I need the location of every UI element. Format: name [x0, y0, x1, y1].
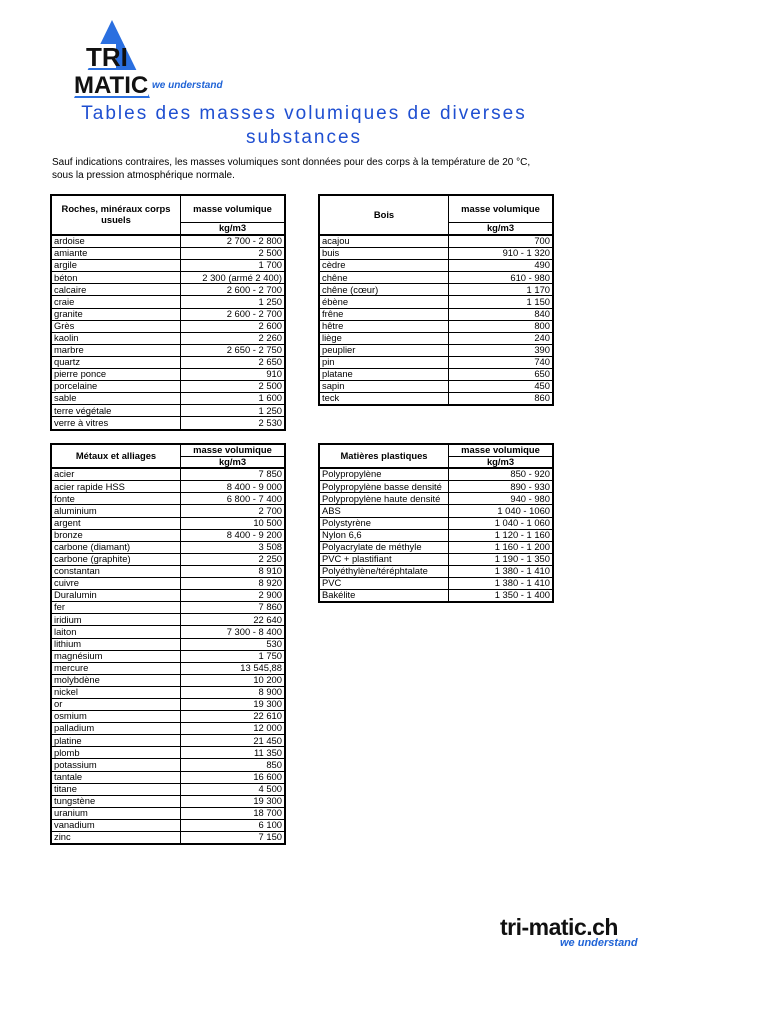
- density-value: 2 530: [181, 417, 286, 430]
- density-value: 8 400 - 9 000: [181, 481, 286, 493]
- table-row: [51, 369, 285, 381]
- substance-name: Polypropylène haute densité: [319, 493, 449, 505]
- substance-name: magnésium: [51, 650, 181, 662]
- table-row: [51, 468, 285, 481]
- table-row: [51, 832, 285, 845]
- substance-name: béton: [51, 272, 181, 284]
- table-row: [51, 248, 285, 260]
- density-value: 19 300: [181, 698, 286, 710]
- substance-name: Bakélite: [319, 590, 449, 603]
- table-row: [319, 344, 553, 356]
- substance-name: acajou: [319, 235, 449, 248]
- table-row: [319, 320, 553, 332]
- page-title: Tables des masses volumiques de diverses substances: [81, 103, 527, 148]
- unit-label: kg/m3: [181, 223, 286, 235]
- logo-line1: TRI: [86, 42, 128, 72]
- substance-name: peuplier: [319, 344, 449, 356]
- intro-text: Sauf indications contraires, les masses volumiques sont données pour des corps à la température de 20 °C, sous la pression atmosphérique normale.: [52, 157, 531, 181]
- table-row: [51, 565, 285, 577]
- substance-name: argile: [51, 260, 181, 272]
- table-row: [319, 235, 553, 248]
- density-value: 1 160 - 1 200: [449, 541, 554, 553]
- density-value: 10 500: [181, 517, 286, 529]
- density-value: 2 500: [181, 248, 286, 260]
- density-value: 530: [181, 638, 286, 650]
- substance-name: molybdène: [51, 674, 181, 686]
- table-row: [51, 493, 285, 505]
- table-row: [51, 356, 285, 368]
- substance-name: Duralumin: [51, 590, 181, 602]
- table-row: [51, 819, 285, 831]
- table-row: [319, 296, 553, 308]
- table-row: [51, 320, 285, 332]
- table-row: [51, 529, 285, 541]
- substance-name: osmium: [51, 711, 181, 723]
- substance-name: pierre ponce: [51, 369, 181, 381]
- density-value: 940 - 980: [449, 493, 554, 505]
- density-value: 4 500: [181, 783, 286, 795]
- substance-name: aluminium: [51, 505, 181, 517]
- table-row: [51, 272, 285, 284]
- table-row: [51, 807, 285, 819]
- density-value: 610 - 980: [449, 272, 554, 284]
- substance-name: Polyacrylate de méthyle: [319, 541, 449, 553]
- table-row: [51, 759, 285, 771]
- table-row: [319, 284, 553, 296]
- table-row: [319, 260, 553, 272]
- density-value: 1 380 - 1 410: [449, 565, 554, 577]
- table-row: [51, 771, 285, 783]
- table-row: [51, 235, 285, 248]
- table-row: [51, 698, 285, 710]
- substance-name: potassium: [51, 759, 181, 771]
- density-value: 10 200: [181, 674, 286, 686]
- table-row: [319, 308, 553, 320]
- logo-tagline: we understand: [152, 80, 223, 91]
- density-value: 1 700: [181, 260, 286, 272]
- density-value: 840: [449, 308, 554, 320]
- density-value: 7 300 - 8 400: [181, 626, 286, 638]
- substance-name: ABS: [319, 505, 449, 517]
- table-row: [51, 686, 285, 698]
- density-value: 2 650 - 2 750: [181, 344, 286, 356]
- table-row: [51, 505, 285, 517]
- table-row: [51, 795, 285, 807]
- substance-name: titane: [51, 783, 181, 795]
- density-value: 16 600: [181, 771, 286, 783]
- table-row: [51, 308, 285, 320]
- density-value: 12 000: [181, 723, 286, 735]
- density-value: 240: [449, 332, 554, 344]
- footer-tagline: we understand: [560, 937, 638, 949]
- density-value: 11 350: [181, 747, 286, 759]
- table-row: [319, 381, 553, 393]
- substance-name: or: [51, 698, 181, 710]
- table-row: [319, 272, 553, 284]
- density-value: 8 920: [181, 578, 286, 590]
- density-value: 1 250: [181, 296, 286, 308]
- trimatic-logo: [72, 18, 152, 104]
- substance-name: porcelaine: [51, 381, 181, 393]
- substance-name: platane: [319, 369, 449, 381]
- density-value: 2 250: [181, 553, 286, 565]
- substance-name: liège: [319, 332, 449, 344]
- density-value: 7 860: [181, 602, 286, 614]
- density-value: 13 545,88: [181, 662, 286, 674]
- substance-name: Polyéthylène/téréphtalate: [319, 565, 449, 577]
- substance-name: acier rapide HSS: [51, 481, 181, 493]
- substance-name: fer: [51, 602, 181, 614]
- density-value: 1 120 - 1 160: [449, 529, 554, 541]
- table-row: [51, 260, 285, 272]
- table-row: [51, 747, 285, 759]
- substance-name: chêne (cœur): [319, 284, 449, 296]
- density-value: 740: [449, 356, 554, 368]
- density-value: 1 040 - 1060: [449, 505, 554, 517]
- table-row: [51, 381, 285, 393]
- density-value: 8 910: [181, 565, 286, 577]
- table-row: [51, 602, 285, 614]
- density-value: 1 190 - 1 350: [449, 553, 554, 565]
- table-row: [51, 614, 285, 626]
- substance-name: sapin: [319, 381, 449, 393]
- substance-name: craie: [51, 296, 181, 308]
- table-row: [319, 505, 553, 517]
- table-row: [51, 650, 285, 662]
- density-value: 650: [449, 369, 554, 381]
- table-roches: [50, 194, 286, 431]
- density-value: 2 650: [181, 356, 286, 368]
- density-value: 1 250: [181, 405, 286, 417]
- table-row: [51, 553, 285, 565]
- density-value: 2 500: [181, 381, 286, 393]
- substance-name: uranium: [51, 807, 181, 819]
- density-value: 6 800 - 7 400: [181, 493, 286, 505]
- substance-name: chêne: [319, 272, 449, 284]
- density-value: 1 750: [181, 650, 286, 662]
- density-value: 860: [449, 393, 554, 406]
- table-row: [51, 723, 285, 735]
- table-row: [319, 578, 553, 590]
- value-header: masse volumique: [461, 444, 540, 455]
- substance-name: verre à vitres: [51, 417, 181, 430]
- substance-name: kaolin: [51, 332, 181, 344]
- table-row: [51, 590, 285, 602]
- table-bois: [318, 194, 554, 406]
- substance-name: laiton: [51, 626, 181, 638]
- substance-name: teck: [319, 393, 449, 406]
- density-value: 910: [181, 369, 286, 381]
- density-value: 1 380 - 1 410: [449, 578, 554, 590]
- density-value: 850: [181, 759, 286, 771]
- substance-name: mercure: [51, 662, 181, 674]
- density-value: 2 600 - 2 700: [181, 284, 286, 296]
- table-header: Bois: [319, 195, 449, 235]
- table-row: [319, 565, 553, 577]
- substance-name: quartz: [51, 356, 181, 368]
- density-value: 2 900: [181, 590, 286, 602]
- table-row: [319, 332, 553, 344]
- substance-name: terre végétale: [51, 405, 181, 417]
- substance-name: platine: [51, 735, 181, 747]
- substance-name: fonte: [51, 493, 181, 505]
- table-row: [51, 344, 285, 356]
- table-row: [319, 493, 553, 505]
- density-value: 2 300 (armé 2 400): [181, 272, 286, 284]
- table-row: [319, 481, 553, 493]
- table-row: [51, 735, 285, 747]
- substance-name: palladium: [51, 723, 181, 735]
- density-value: 2 600: [181, 320, 286, 332]
- table-row: [51, 541, 285, 553]
- table-row: [51, 711, 285, 723]
- table-row: [319, 393, 553, 406]
- substance-name: acier: [51, 468, 181, 481]
- table-row: [51, 517, 285, 529]
- footer-brand: tri-matic.ch: [500, 914, 618, 940]
- table-row: [319, 369, 553, 381]
- substance-name: tungstène: [51, 795, 181, 807]
- table-row: [51, 481, 285, 493]
- substance-name: Polystyrène: [319, 517, 449, 529]
- substance-name: carbone (diamant): [51, 541, 181, 553]
- table-row: [319, 590, 553, 603]
- table-row: [51, 393, 285, 405]
- substance-name: Polypropylène basse densité: [319, 481, 449, 493]
- table-row: [51, 405, 285, 417]
- substance-name: constantan: [51, 565, 181, 577]
- density-value: 700: [449, 235, 554, 248]
- value-header: masse volumique: [461, 202, 540, 214]
- table-header: Roches, minéraux corps usuels: [51, 195, 181, 235]
- table-row: [51, 662, 285, 674]
- density-value: 7 150: [181, 832, 286, 845]
- density-value: 890 - 930: [449, 481, 554, 493]
- table-header: Matières plastiques: [319, 444, 449, 468]
- substance-name: vanadium: [51, 819, 181, 831]
- substance-name: calcaire: [51, 284, 181, 296]
- substance-name: marbre: [51, 344, 181, 356]
- table-row: [51, 783, 285, 795]
- substance-name: cuivre: [51, 578, 181, 590]
- table-row: [319, 553, 553, 565]
- density-value: 2 260: [181, 332, 286, 344]
- substance-name: amiante: [51, 248, 181, 260]
- substance-name: ardoise: [51, 235, 181, 248]
- density-value: 1 600: [181, 393, 286, 405]
- density-value: 22 640: [181, 614, 286, 626]
- substance-name: Nylon 6,6: [319, 529, 449, 541]
- table-row: [319, 517, 553, 529]
- substance-name: granite: [51, 308, 181, 320]
- substance-name: bronze: [51, 529, 181, 541]
- substance-name: argent: [51, 517, 181, 529]
- substance-name: carbone (graphite): [51, 553, 181, 565]
- substance-name: buis: [319, 248, 449, 260]
- density-value: 1 170: [449, 284, 554, 296]
- substance-name: tantale: [51, 771, 181, 783]
- table-row: [319, 529, 553, 541]
- value-header: masse volumique: [193, 202, 272, 214]
- density-value: 390: [449, 344, 554, 356]
- density-value: 850 - 920: [449, 468, 554, 481]
- table-row: [319, 248, 553, 260]
- substance-name: zinc: [51, 832, 181, 845]
- substance-name: sable: [51, 393, 181, 405]
- density-value: 490: [449, 260, 554, 272]
- table-row: [51, 626, 285, 638]
- density-value: 800: [449, 320, 554, 332]
- substance-name: lithium: [51, 638, 181, 650]
- density-value: 1 150: [449, 296, 554, 308]
- table-plastiques: [318, 443, 554, 603]
- density-value: 22 610: [181, 711, 286, 723]
- density-value: 8 400 - 9 200: [181, 529, 286, 541]
- density-value: 450: [449, 381, 554, 393]
- table-row: [51, 674, 285, 686]
- density-value: 1 350 - 1 400: [449, 590, 554, 603]
- density-value: 3 508: [181, 541, 286, 553]
- table-row: [319, 541, 553, 553]
- table-row: [319, 356, 553, 368]
- table-row: [319, 468, 553, 481]
- unit-label: kg/m3: [181, 456, 286, 468]
- substance-name: iridium: [51, 614, 181, 626]
- substance-name: cèdre: [319, 260, 449, 272]
- table-metaux: [50, 443, 286, 845]
- substance-name: pin: [319, 356, 449, 368]
- substance-name: frêne: [319, 308, 449, 320]
- substance-name: plomb: [51, 747, 181, 759]
- table-row: [51, 417, 285, 430]
- substance-name: Grès: [51, 320, 181, 332]
- unit-label: kg/m3: [449, 223, 554, 235]
- density-value: 8 900: [181, 686, 286, 698]
- density-value: 21 450: [181, 735, 286, 747]
- table-row: [51, 578, 285, 590]
- table-row: [51, 332, 285, 344]
- value-header: masse volumique: [193, 444, 272, 455]
- substance-name: PVC: [319, 578, 449, 590]
- density-value: 2 700 - 2 800: [181, 235, 286, 248]
- table-row: [51, 638, 285, 650]
- table-header: Métaux et alliages: [51, 444, 181, 468]
- density-value: 19 300: [181, 795, 286, 807]
- density-value: 1 040 - 1 060: [449, 517, 554, 529]
- substance-name: Polypropylène: [319, 468, 449, 481]
- substance-name: PVC + plastifiant: [319, 553, 449, 565]
- table-row: [51, 296, 285, 308]
- density-value: 18 700: [181, 807, 286, 819]
- density-value: 7 850: [181, 468, 286, 481]
- density-value: 6 100: [181, 819, 286, 831]
- density-value: 2 700: [181, 505, 286, 517]
- substance-name: hêtre: [319, 320, 449, 332]
- unit-label: kg/m3: [449, 456, 554, 468]
- substance-name: ébène: [319, 296, 449, 308]
- density-value: 910 - 1 320: [449, 248, 554, 260]
- table-row: [51, 284, 285, 296]
- density-value: 2 600 - 2 700: [181, 308, 286, 320]
- logo-line2: MATIC: [74, 72, 149, 99]
- substance-name: nickel: [51, 686, 181, 698]
